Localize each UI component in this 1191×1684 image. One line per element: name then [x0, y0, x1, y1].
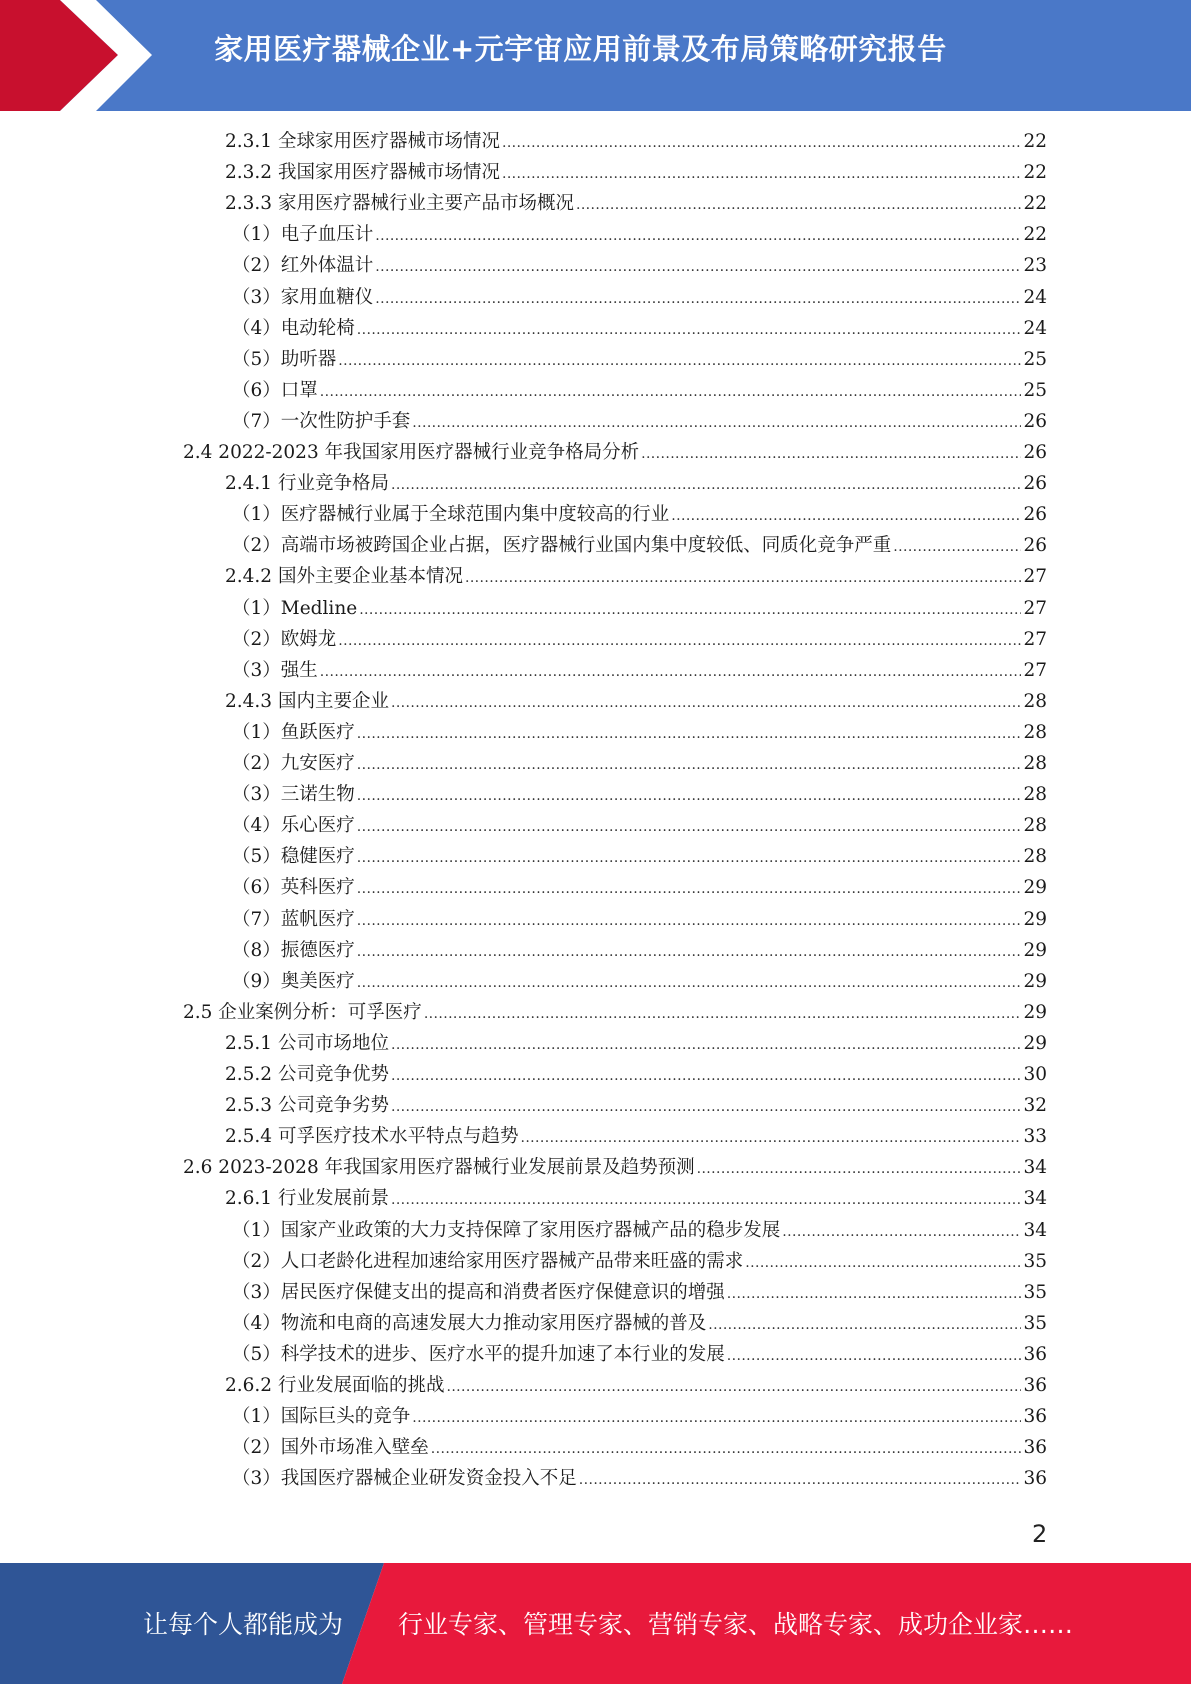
footer-slogan-right: 行业专家、管理专家、营销专家、战略专家、成功企业家……: [398, 1610, 1074, 1639]
toc-entry[interactable]: [232, 935, 1047, 966]
toc-entry-label: （3）居民医疗保健支出的提高和消费者医疗保健意识的增强: [232, 1281, 725, 1303]
toc-entry-label: 2.4.2 国外主要企业基本情况: [225, 566, 463, 588]
toc-entry-label: 2.5.1 公司市场地位: [225, 1032, 389, 1054]
toc-entry-label: 2.6 2023-2028 年我国家用医疗器械行业发展前景及趋势预测: [183, 1157, 695, 1179]
toc-entry-page: 32: [1023, 1095, 1047, 1117]
toc-entry-page: 23: [1023, 255, 1047, 277]
toc-entry-label: （7）蓝帆医疗: [232, 908, 355, 930]
toc-entry[interactable]: [232, 375, 1047, 406]
toc-leader-dots: [357, 937, 1022, 968]
toc-entry[interactable]: [232, 717, 1047, 748]
toc-entry-label: 2.6.2 行业发展面临的挑战: [225, 1375, 445, 1396]
toc-entry[interactable]: [225, 1090, 1047, 1121]
toc-leader-dots: [375, 221, 1021, 252]
toc-entry-label: （1）医疗器械行业属于全球范围内集中度较高的行业: [232, 504, 670, 526]
toc-leader-dots: [465, 563, 1021, 594]
toc-entry-page: 26: [1023, 442, 1047, 463]
toc-entry-page: 27: [1023, 566, 1047, 588]
toc-entry-page: 36: [1023, 1437, 1047, 1459]
toc-entry-page: 34: [1023, 1157, 1047, 1179]
toc-entry-page: 33: [1023, 1126, 1047, 1148]
toc-entry-page: 24: [1023, 286, 1047, 308]
toc-leader-dots: [641, 439, 1021, 470]
toc-entry-label: （2）国外市场准入壁垒: [232, 1437, 429, 1459]
toc-entry-page: 26: [1023, 410, 1047, 432]
toc-leader-dots: [320, 657, 1022, 688]
toc-leader-dots: [357, 812, 1022, 843]
toc-entry[interactable]: [225, 1121, 1047, 1152]
toc-entry-label: （8）振德医疗: [232, 939, 355, 961]
toc-leader-dots: [391, 1030, 1021, 1061]
toc-entry-label: 2.4.1 行业竞争格局: [225, 473, 389, 495]
toc-entry-page: 24: [1023, 317, 1047, 339]
toc-entry-label: （1）国家产业政策的大力支持保障了家用医疗器械产品的稳步发展: [232, 1219, 781, 1241]
toc-entry[interactable]: [232, 282, 1047, 313]
toc-entry-label: （3）我国医疗器械企业研发资金投入不足: [232, 1468, 577, 1490]
toc-entry-page: 30: [1023, 1064, 1047, 1085]
toc-leader-dots: [338, 626, 1021, 657]
toc-entry-page: 35: [1023, 1312, 1047, 1334]
toc-entry-label: （1）国际巨头的竞争: [232, 1406, 411, 1428]
toc-entry-label: （4）物流和电商的高速发展大力推动家用医疗器械的普及: [232, 1312, 707, 1334]
toc-entry-label: （2）欧姆龙: [232, 628, 337, 650]
toc-leader-dots: [357, 781, 1022, 812]
toc-leader-dots: [375, 284, 1021, 315]
toc-leader-dots: [424, 999, 1022, 1030]
toc-entry-label: （9）奥美医疗: [232, 970, 355, 992]
toc-entry-page: 29: [1023, 1001, 1047, 1023]
toc-leader-dots: [412, 1403, 1021, 1434]
toc-entry[interactable]: [225, 157, 1047, 188]
toc-entry-label: （2）九安医疗: [232, 753, 355, 774]
toc-entry-page: 35: [1023, 1250, 1047, 1272]
toc-entry[interactable]: [232, 748, 1047, 779]
toc-entry-label: （5）稳健医疗: [232, 846, 355, 868]
toc-entry-page: 28: [1023, 690, 1047, 712]
toc-entry[interactable]: [232, 1432, 1047, 1463]
toc-entry-label: （5）助听器: [232, 348, 337, 370]
toc-entry[interactable]: [232, 313, 1047, 344]
toc-entry-page: 36: [1023, 1375, 1047, 1396]
toc-entry-page: 22: [1023, 131, 1047, 152]
toc-leader-dots: [359, 595, 1021, 626]
toc-entry[interactable]: [232, 499, 1047, 530]
toc-entry[interactable]: [183, 997, 1047, 1028]
toc-leader-dots: [579, 1465, 1022, 1496]
toc-entry-page: 29: [1023, 908, 1047, 930]
toc-leader-dots: [357, 906, 1022, 937]
toc-entry[interactable]: [232, 1246, 1047, 1277]
toc-entry[interactable]: [232, 1463, 1047, 1494]
toc-entry-page: 27: [1023, 628, 1047, 650]
toc-leader-dots: [520, 1123, 1021, 1154]
toc-entry[interactable]: [232, 344, 1047, 375]
toc-entry-label: （7）一次性防护手套: [232, 410, 411, 432]
toc-entry-page: 36: [1023, 1343, 1047, 1365]
toc-entry-label: （6）英科医疗: [232, 877, 355, 899]
toc-entry-page: 28: [1023, 846, 1047, 868]
toc-entry[interactable]: [232, 1339, 1047, 1370]
toc-leader-dots: [412, 408, 1021, 439]
toc-entry[interactable]: [232, 1308, 1047, 1339]
toc-entry-page: 35: [1023, 1281, 1047, 1303]
toc-entry[interactable]: [232, 904, 1047, 935]
page-number: 2: [1032, 1520, 1048, 1548]
toc-entry-label: 2.3.2 我国家用医疗器械市场情况: [225, 162, 500, 184]
toc-entry-page: 27: [1023, 597, 1047, 619]
toc-entry-page: 29: [1023, 939, 1047, 961]
toc-entry-page: 22: [1023, 193, 1047, 215]
toc-leader-dots: [338, 346, 1021, 377]
toc-entry-label: （2）红外体温计: [232, 255, 374, 277]
toc-entry-label: （4）乐心医疗: [232, 815, 355, 837]
toc-entry-page: 28: [1023, 784, 1047, 806]
toc-entry[interactable]: [232, 810, 1047, 841]
toc-leader-dots: [893, 532, 1021, 563]
header-bar: [0, 0, 1191, 111]
toc-entry-label: 2.5.2 公司竞争优势: [225, 1064, 389, 1085]
toc-entry-label: 2.4.3 国内主要企业: [225, 690, 389, 712]
toc-leader-dots: [727, 1279, 1022, 1310]
toc-leader-dots: [391, 1061, 1021, 1092]
toc-leader-dots: [502, 159, 1021, 190]
toc-entry[interactable]: [225, 188, 1047, 219]
toc-leader-dots: [391, 470, 1021, 501]
toc-leader-dots: [708, 1310, 1021, 1341]
toc-entry[interactable]: [232, 872, 1047, 903]
toc-entry[interactable]: [225, 561, 1047, 592]
toc-entry-label: （5）科学技术的进步、医疗水平的提升加速了本行业的发展: [232, 1343, 725, 1365]
toc-entry[interactable]: [225, 1028, 1047, 1059]
toc-entry[interactable]: [232, 219, 1047, 250]
toc-entry-label: （3）家用血糖仪: [232, 286, 374, 308]
toc-leader-dots: [697, 1154, 1022, 1185]
toc-entry[interactable]: [232, 530, 1047, 561]
toc-entry-label: （2）人口老龄化进程加速给家用医疗器械产品带来旺盛的需求: [232, 1250, 744, 1272]
toc-leader-dots: [745, 1248, 1021, 1279]
toc-entry[interactable]: [232, 1277, 1047, 1308]
toc-entry-label: 2.4 2022-2023 年我国家用医疗器械行业竞争格局分析: [183, 442, 640, 463]
toc-leader-dots: [357, 315, 1022, 346]
toc-entry-label: （3）三诺生物: [232, 784, 355, 806]
toc-entry-page: 29: [1023, 970, 1047, 992]
toc-entry-page: 29: [1023, 1032, 1047, 1054]
toc-entry-label: 2.5 企业案例分析：可孚医疗: [183, 1001, 422, 1023]
toc-entry-page: 26: [1023, 504, 1047, 526]
toc-entry[interactable]: [232, 406, 1047, 437]
toc-entry-page: 25: [1023, 379, 1047, 401]
toc-entry-page: 28: [1023, 753, 1047, 774]
toc-entry[interactable]: [225, 1183, 1047, 1214]
toc-entry-page: 27: [1023, 659, 1047, 681]
toc-leader-dots: [357, 750, 1022, 781]
toc-leader-dots: [446, 1372, 1021, 1403]
toc-leader-dots: [671, 501, 1021, 532]
toc-entry-label: （2）高端市场被跨国企业占据，医疗器械行业国内集中度较低、同质化竞争严重: [232, 535, 892, 557]
toc-entry-page: 36: [1023, 1468, 1047, 1490]
toc-entry[interactable]: [232, 1215, 1047, 1246]
toc-leader-dots: [391, 688, 1021, 719]
toc-entry[interactable]: [232, 779, 1047, 810]
toc-leader-dots: [431, 1434, 1022, 1465]
toc-entry[interactable]: [232, 624, 1047, 655]
toc-entry-label: （6）口罩: [232, 379, 318, 401]
toc-entry-label: 2.3.3 家用医疗器械行业主要产品市场概况: [225, 193, 574, 215]
footer-slogan-left: 让每个人都能成为: [143, 1610, 344, 1639]
toc-entry-label: （4）电动轮椅: [232, 317, 355, 339]
toc-leader-dots: [782, 1217, 1021, 1248]
toc-leader-dots: [576, 190, 1021, 221]
toc-leader-dots: [357, 843, 1022, 874]
toc-leader-dots: [391, 1092, 1021, 1123]
toc-entry[interactable]: [225, 1059, 1047, 1090]
toc-entry-label: （3）强生: [232, 659, 318, 681]
toc-entry-label: （1）Medline: [232, 597, 358, 619]
toc-entry-page: 36: [1023, 1406, 1047, 1428]
toc-leader-dots: [502, 128, 1021, 159]
toc-entry[interactable]: [232, 655, 1047, 686]
toc-leader-dots: [357, 968, 1022, 999]
toc-entry-page: 34: [1023, 1188, 1047, 1210]
toc-leader-dots: [320, 377, 1022, 408]
toc-entry-label: 2.5.4 可孚医疗技术水平特点与趋势: [225, 1126, 519, 1148]
toc-entry-label: （1）电子血压计: [232, 224, 374, 246]
toc-entry-page: 22: [1023, 224, 1047, 246]
toc-entry-page: 25: [1023, 348, 1047, 370]
toc-entry[interactable]: [232, 593, 1047, 624]
toc-leader-dots: [727, 1341, 1022, 1372]
toc-entry-page: 34: [1023, 1219, 1047, 1241]
toc-entry-label: （1）鱼跃医疗: [232, 721, 355, 743]
toc-entry[interactable]: [232, 841, 1047, 872]
footer-bar: [0, 1563, 1191, 1684]
toc-entry[interactable]: [225, 468, 1047, 499]
toc-leader-dots: [357, 719, 1022, 750]
toc-entry-page: 29: [1023, 877, 1047, 899]
toc-entry-page: 26: [1023, 473, 1047, 495]
toc-entry-label: 2.5.3 公司竞争劣势: [225, 1095, 389, 1117]
toc-leader-dots: [357, 874, 1022, 905]
toc-leader-dots: [375, 252, 1021, 283]
toc-entry[interactable]: [225, 1370, 1047, 1401]
toc-entry[interactable]: [225, 686, 1047, 717]
toc-entry[interactable]: [232, 250, 1047, 281]
toc-entry[interactable]: [225, 126, 1047, 157]
toc-entry-page: 28: [1023, 721, 1047, 743]
toc-entry[interactable]: [232, 966, 1047, 997]
toc-leader-dots: [391, 1185, 1021, 1216]
toc-entry-page: 28: [1023, 815, 1047, 837]
report-title: 家用医疗器械企业+元宇宙应用前景及布局策略研究报告: [214, 32, 947, 66]
toc-entry-page: 26: [1023, 535, 1047, 557]
toc-entry-label: 2.6.1 行业发展前景: [225, 1188, 389, 1210]
toc-entry[interactable]: [232, 1401, 1047, 1432]
toc-entry[interactable]: [183, 437, 1047, 468]
toc-entry-page: 22: [1023, 162, 1047, 184]
toc-entry-label: 2.3.1 全球家用医疗器械市场情况: [225, 131, 500, 152]
toc-entry[interactable]: [183, 1152, 1047, 1183]
